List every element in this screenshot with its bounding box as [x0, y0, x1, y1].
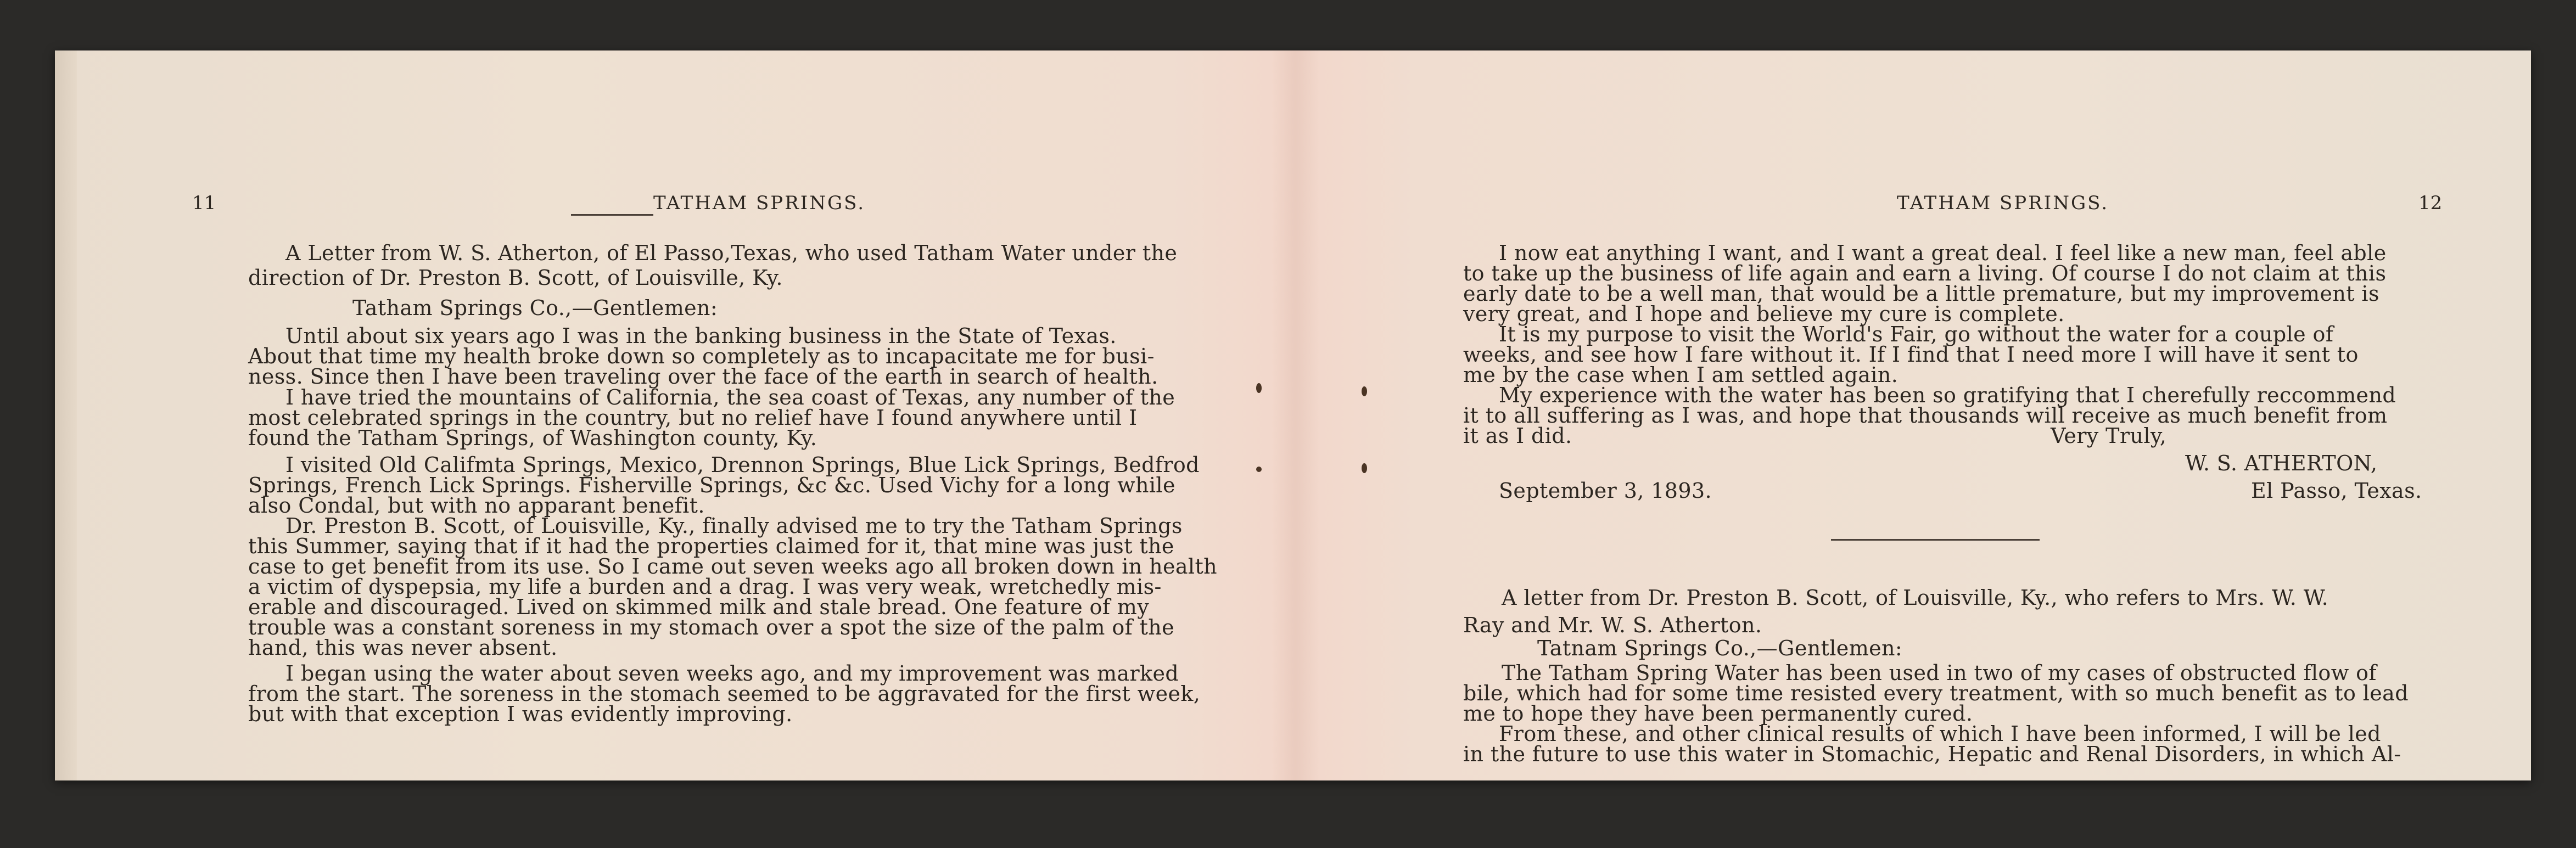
text-line: weeks, and see how I fare without it. If I find that I need more I will have it sent to: [1463, 342, 2359, 367]
signature-name: W. S. ATHERTON,: [2185, 451, 2378, 475]
text-line: Springs, French Lick Springs. Fisherville Springs, &c &c. Used Vichy for a long while: [248, 473, 1175, 497]
text-line: A Letter from W. S. Atherton, of El Passo,Texas, who used Tatham Water under the: [285, 241, 1178, 265]
text-line: but with that exception I was evidently improving.: [248, 702, 793, 726]
signature-place: El Passo, Texas.: [2251, 479, 2422, 503]
text-line: also Condal, but with no apparant benefit.: [248, 493, 705, 518]
book-spine: [1271, 50, 1320, 780]
text-line: to take up the business of life again and earn a living. Of course I do not claim at this: [1463, 261, 2387, 285]
text-line: it to all suffering as I was, and hope that thousands will receive as much benefit from: [1463, 403, 2388, 428]
text-line: hand, this was never absent.: [248, 636, 558, 660]
text-line: trouble was a constant soreness in my stomach over a spot the size of the palm of the: [248, 615, 1174, 639]
header-rule: [571, 214, 653, 216]
text-line: My experience with the water has been so gratifying that I cherefully reccommend: [1499, 383, 2396, 407]
text-line: me to hope they have been permanently cured.: [1463, 701, 1973, 726]
text-line: a victim of dyspepsia, my life a burden and a drag. I was very weak, wretchedly mis-: [248, 575, 1162, 599]
running-head: TATHAM SPRINGS.: [1897, 192, 2109, 214]
text-line: Ray and Mr. W. S. Atherton.: [1463, 613, 1762, 637]
page-edge: [55, 50, 77, 780]
text-line: me by the case when I am settled again.: [1463, 363, 1899, 387]
text-line: it as I did.: [1463, 424, 1572, 448]
salutation: Tatham Springs Co.,—Gentlemen:: [352, 296, 718, 320]
text-line: early date to be a well man, that would be a little premature, but my improvement is: [1463, 282, 2379, 306]
text-line: erable and discouraged. Lived on skimmed milk and stale bread. One feature of my: [248, 595, 1150, 619]
right-page: [1320, 50, 2531, 780]
section-divider: [1831, 539, 2040, 541]
text-line: most celebrated springs in the country, but no relief have I found anywhere until I: [248, 406, 1138, 430]
running-head: TATHAM SPRINGS.: [653, 192, 866, 214]
text-line: Until about six years ago I was in the banking business in the State of Texas.: [285, 324, 1117, 348]
text-line: case to get benefit from its use. So I came out seven weeks ago all broken down in health: [248, 554, 1218, 579]
text-line: I have tried the mountains of California, the sea coast of Texas, any number of the: [285, 385, 1175, 409]
text-line: bile, which had for some time resisted every treatment, with so much benefit as to lead: [1463, 681, 2409, 705]
text-line: From these, and other clinical results of which I have been informed, I will be led: [1499, 722, 2381, 746]
letter-date: September 3, 1893.: [1499, 479, 1712, 503]
page-number: 12: [2418, 192, 2443, 214]
text-line: Dr. Preston B. Scott, of Louisville, Ky., finally advised me to try the Tatham Springs: [285, 514, 1183, 538]
text-line: very great, and I hope and believe my cure is complete.: [1463, 302, 2065, 326]
text-line: I visited Old Califmta Springs, Mexico, Drennon Springs, Blue Lick Springs, Bedfrod: [285, 453, 1200, 477]
text-line: I began using the water about seven weeks ago, and my improvement was marked: [285, 661, 1179, 686]
text-line: I now eat anything I want, and I want a great deal. I feel like a new man, feel able: [1499, 241, 2387, 265]
text-line: It is my purpose to visit the World's Fair, go without the water for a couple of: [1499, 322, 2334, 346]
open-booklet: [55, 50, 2531, 780]
text-line: this Summer, saying that if it had the properties claimed for it, that mine was just the: [248, 534, 1174, 558]
text-line: direction of Dr. Preston B. Scott, of Louisville, Ky.: [248, 266, 783, 290]
text-line: from the start. The soreness in the stomach seemed to be aggravated for the first week,: [248, 682, 1201, 706]
text-line: found the Tatham Springs, of Washington county, Ky.: [248, 426, 817, 450]
text-line: in the future to use this water in Stomachic, Hepatic and Renal Disorders, in which Al-: [1463, 742, 2401, 766]
text-line: A letter from Dr. Preston B. Scott, of Louisville, Ky., who refers to Mrs. W. W.: [1502, 586, 2329, 610]
left-page: [77, 50, 1271, 780]
text-line: The Tatham Spring Water has been used in two of my cases of obstructed flow of: [1502, 661, 2377, 685]
text-line: About that time my health broke down so completely as to incapacitate me for busi-: [248, 344, 1155, 368]
salutation: Tatnam Springs Co.,—Gentlemen:: [1537, 636, 1903, 660]
text-line: ness. Since then I have been traveling over the face of the earth in search of health.: [248, 364, 1158, 389]
closing: Very Truly,: [2051, 424, 2167, 448]
page-number: 11: [192, 192, 216, 214]
